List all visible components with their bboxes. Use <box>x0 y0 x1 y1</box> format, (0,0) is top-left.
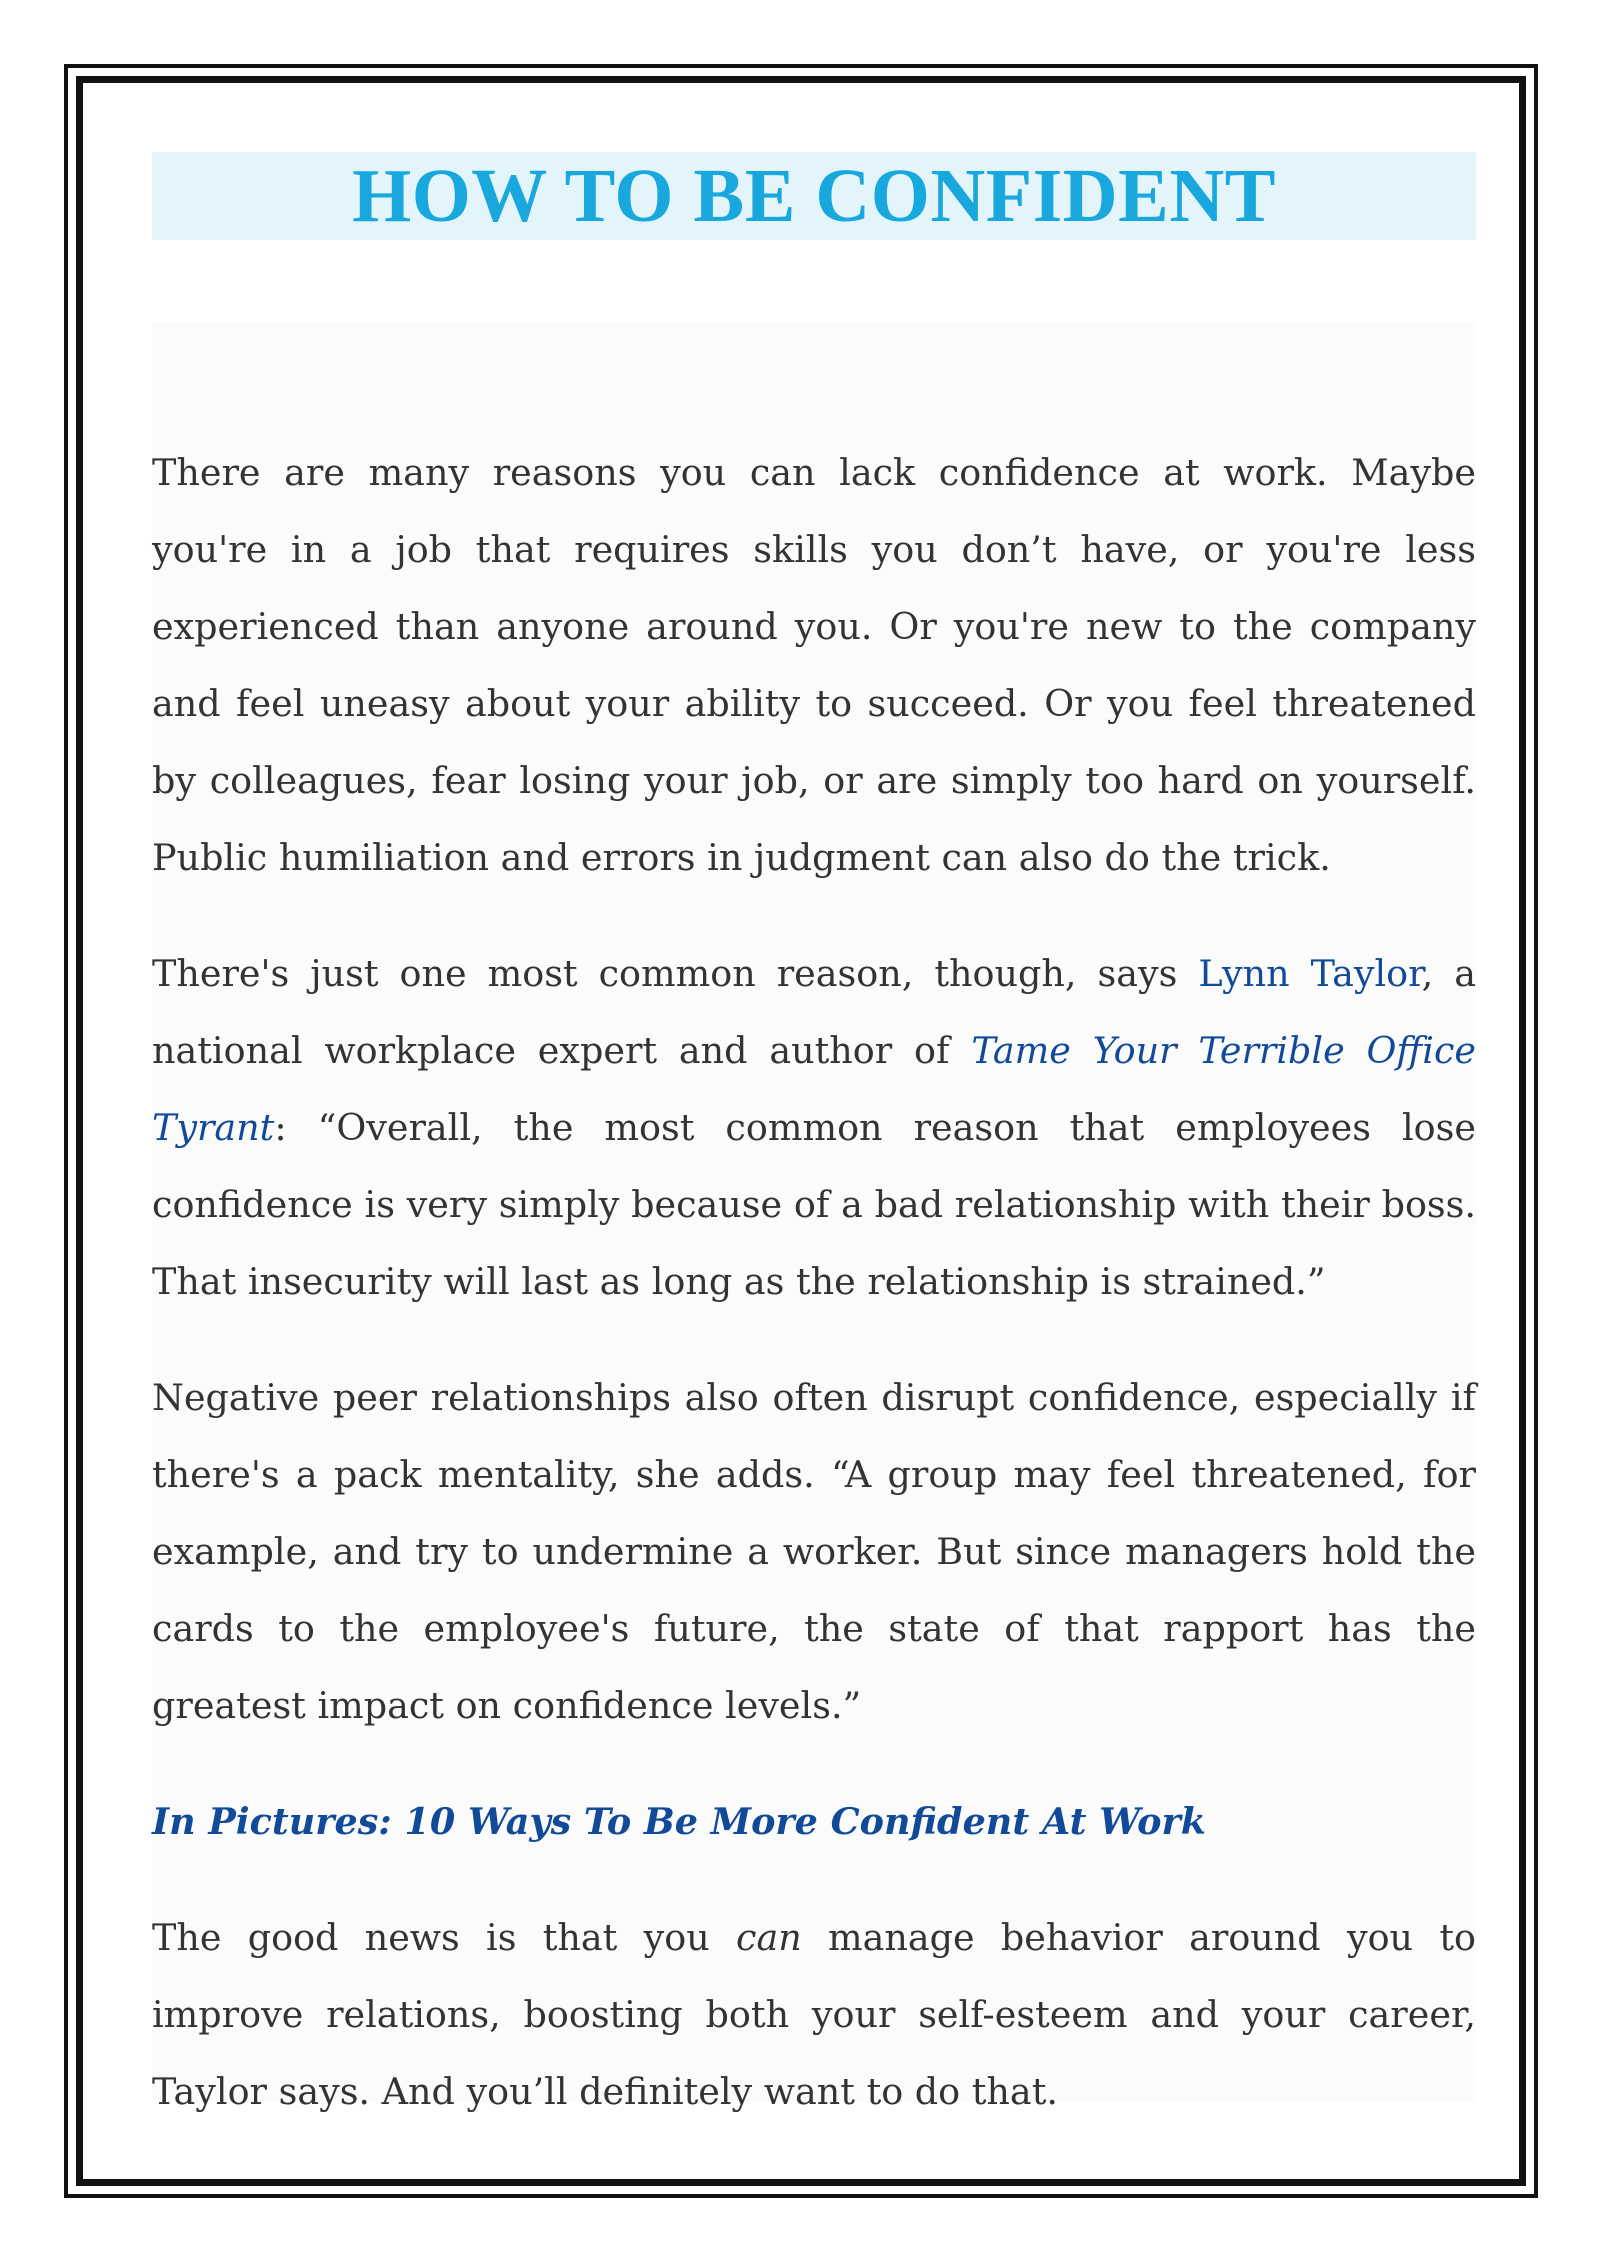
paragraph-reasons: There are many reasons you can lack confidence at work. Maybe you're in a job that requires skills you don’t have, or you're less experienced than anyone around you. Or you're new to the company and feel uneasy about your ability to succeed. Or you feel threatened by colleagues, fear losing your job, or are simply too hard on yourself. Public humiliation and errors in judgment can also do the trick. <box>152 451 1476 879</box>
article-body <box>152 322 1476 2113</box>
paragraph-common-reason-middle: , a national workplace expert and author of <box>152 952 1476 1072</box>
article-text <box>152 434 1476 2169</box>
paragraph-common-reason-quote: : “Overall, the most common reason that employees lose confidence is very simply because of a bad relationship with their boss. That insecurity will last as long as the relationship is strained.” <box>152 1106 1476 1303</box>
paragraph-good-news <box>152 1899 1476 2130</box>
paragraph-good-news-before: The good news is that you <box>152 1916 736 1959</box>
lynn-taylor-link[interactable]: Lynn Taylor <box>1198 952 1422 995</box>
page-title: HOW TO BE CONFIDENT <box>352 154 1276 238</box>
paragraph-good-news-after: manage behavior around you to improve relations, boosting both your self-esteem and your career, Taylor says. And you’ll definitely want to do that. <box>152 1916 1476 2113</box>
emphasis-can: can <box>736 1916 802 1959</box>
paragraph-common-reason-intro: There's just one most common reason, though, says <box>152 952 1199 995</box>
in-pictures-link[interactable]: In Pictures: 10 Ways To Be More Confident At Work <box>152 1800 1207 1843</box>
book-title-link[interactable]: Tame Your Terrible Office Tyrant <box>152 1029 1476 1149</box>
paragraph-peer-relationships: Negative peer relationships also often disrupt confidence, especially if there's a pack mentality, she adds. “A group may feel threatened, for example, and try to undermine a worker. But since managers hold the cards to the employee's future, the state of that rapport has the greatest impact on confidence levels.” <box>152 1376 1476 1727</box>
paragraph-common-reason <box>152 935 1476 1320</box>
title-banner <box>152 152 1476 240</box>
